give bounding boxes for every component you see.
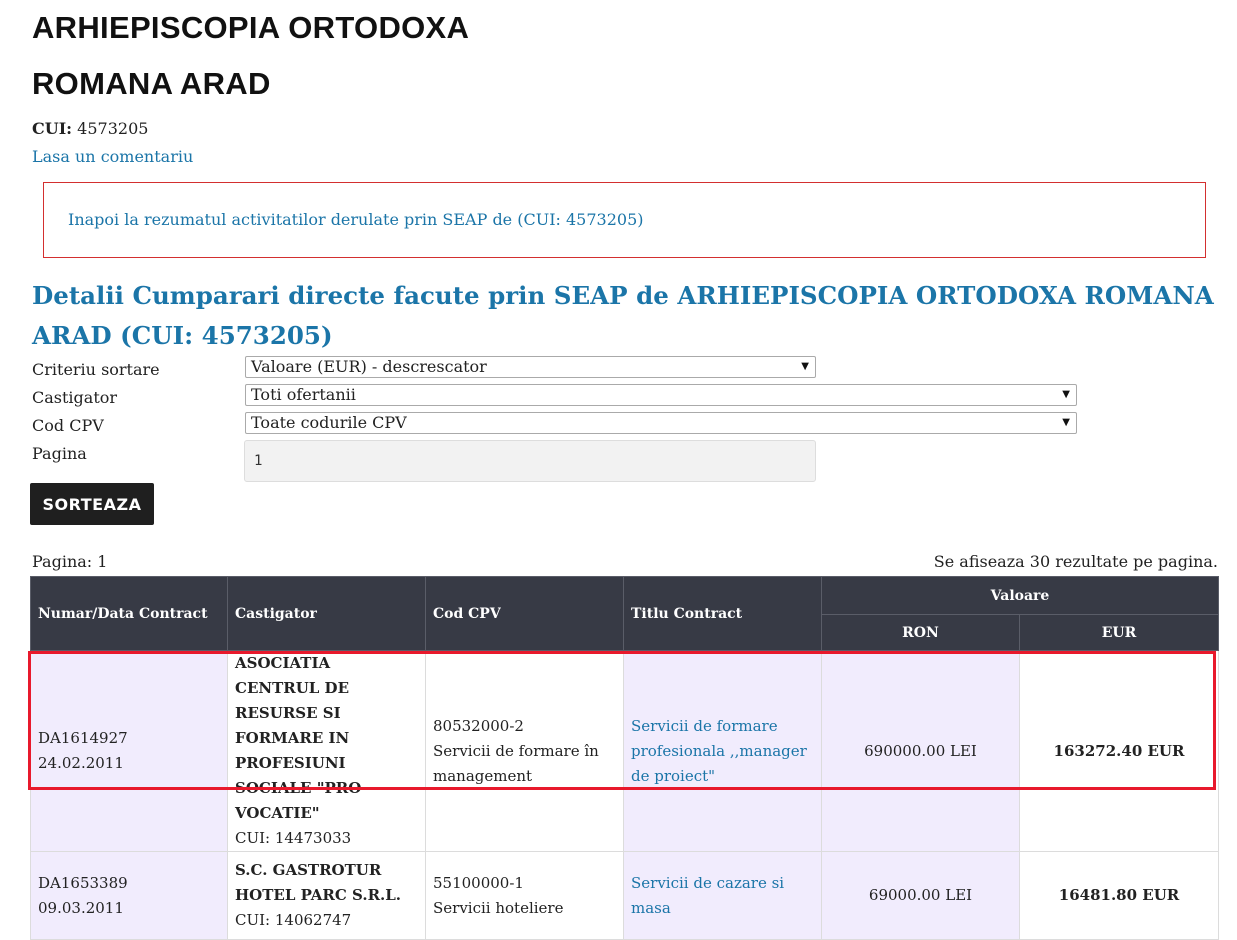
back-to-summary-link[interactable]: Inapoi la rezumatul activitatilor derulate prin SEAP de (CUI: 4573205)	[68, 210, 644, 229]
header-contract: Numar/Data Contract	[31, 577, 228, 651]
header-winner: Castigator	[228, 577, 426, 651]
contract-date: 24.02.2011	[38, 754, 124, 772]
header-eur: EUR	[1020, 615, 1219, 651]
eur-value-cell	[1020, 651, 1219, 852]
dropdown-arrow-icon: ▼	[1062, 389, 1070, 400]
comment-link[interactable]: Lasa un comentariu	[32, 147, 194, 166]
cpv-code: 80532000-2	[433, 716, 524, 735]
header-title: Titlu Contract	[624, 577, 822, 651]
results-per-page-info: Se afiseaza 30 rezultate pe pagina.	[933, 552, 1218, 571]
title-cell	[624, 852, 822, 940]
contract-cell	[31, 852, 228, 940]
section-title: Detalii Cumparari directe facute prin SEAP de ARHIEPISCOPIA ORTODOXA ROMANA ARAD (CUI: 4573205)	[32, 281, 1214, 350]
winner-cui: CUI: 14062747	[235, 911, 352, 929]
table-row	[31, 651, 1219, 852]
header-value: Valoare	[822, 577, 1219, 615]
contract-number: DA1614927	[38, 729, 128, 747]
winner-cell	[228, 852, 426, 940]
sort-button[interactable]: SORTEAZA	[30, 483, 154, 525]
winner-cui: CUI: 14473033	[235, 829, 352, 847]
winner-name: ASOCIATIA CENTRUL DE RESURSE SI FORMARE IN PROFESIUNI SOCIALE "PRO VOCATIE"	[235, 654, 362, 822]
cpv-select-value: Toate codurile CPV	[251, 413, 407, 432]
cpv-label: Cod CPV	[32, 416, 104, 435]
page-label: Pagina	[32, 444, 87, 463]
eur-value: 16481.80 EUR	[1058, 886, 1180, 904]
winner-label: Castigator	[32, 388, 118, 407]
sort-label: Criteriu sortare	[32, 360, 160, 379]
page-title-line1: ARHIEPISCOPIA ORTODOXA	[32, 10, 470, 45]
cpv-code: 55100000-1	[433, 873, 524, 892]
contract-date: 09.03.2011	[38, 898, 124, 917]
cui-label: CUI:	[32, 119, 73, 138]
winner-select[interactable]	[245, 384, 1077, 406]
contract-number: DA1653389	[38, 873, 128, 892]
sort-select-value: Valoare (EUR) - descrescator	[251, 357, 487, 376]
contract-title-link[interactable]: Servicii de cazare si masa	[631, 873, 785, 917]
eur-value: 163272.40 EUR	[1053, 741, 1185, 760]
header-cpv: Cod CPV	[426, 577, 624, 651]
header-ron: RON	[822, 615, 1020, 651]
cpv-cell	[426, 651, 624, 852]
dropdown-arrow-icon: ▼	[1062, 417, 1070, 428]
ron-value: 690000.00 LEI	[822, 651, 1020, 852]
cpv-description: Servicii hoteliere	[433, 898, 564, 917]
contracts-table	[30, 576, 1219, 940]
table-row	[31, 852, 1219, 940]
winner-select-value: Toti ofertanii	[251, 385, 356, 404]
winner-name: S.C. GASTROTUR HOTEL PARC S.R.L.	[235, 861, 402, 904]
page-input[interactable]: 1	[244, 440, 816, 482]
back-notice-box	[43, 182, 1206, 258]
cpv-cell	[426, 852, 624, 940]
page-title-line2: ROMANA ARAD	[32, 66, 271, 101]
contract-cell	[31, 651, 228, 852]
cpv-select[interactable]	[245, 412, 1077, 434]
winner-cell	[228, 651, 426, 852]
sort-select[interactable]	[245, 356, 816, 378]
ron-value: 69000.00 LEI	[822, 852, 1020, 940]
cui-value: 4573205	[77, 119, 149, 138]
eur-value-cell	[1020, 852, 1219, 940]
dropdown-arrow-icon: ▼	[801, 361, 809, 372]
cui-line	[32, 119, 148, 138]
cpv-description: Servicii de formare în management	[433, 741, 599, 785]
contract-title-link[interactable]: Servicii de formare profesionala ,,manager de proiect"	[631, 716, 807, 785]
title-cell	[624, 651, 822, 852]
page-info: Pagina: 1	[32, 552, 108, 571]
